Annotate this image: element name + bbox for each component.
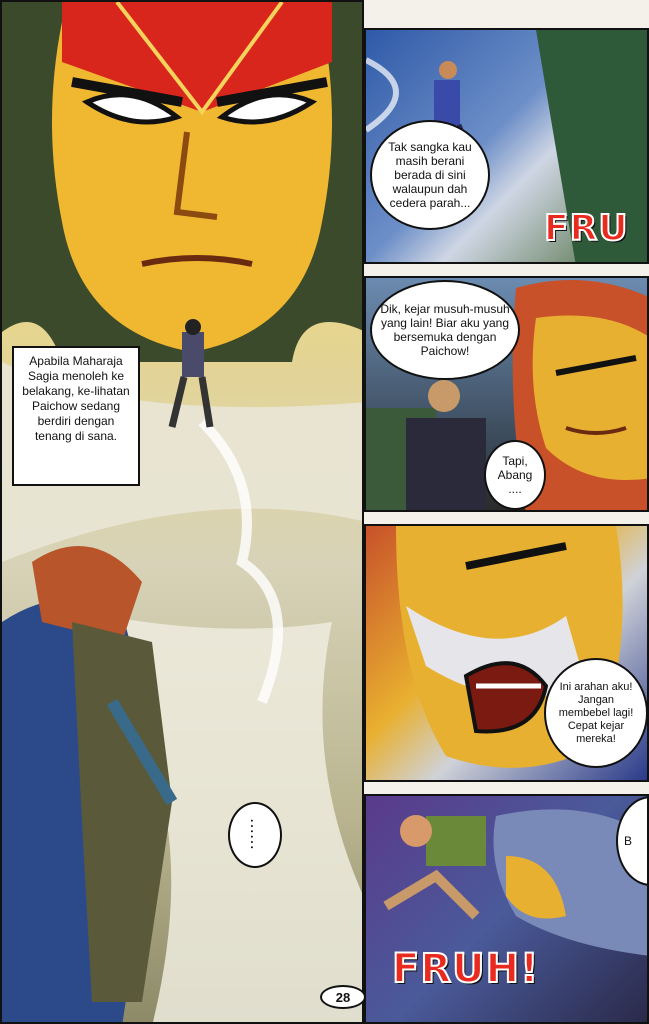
panel-3-speech-bubble: Ini arahan aku! Jangan membebel lagi! Cepat kejar mereka! (544, 658, 648, 768)
panel-2-small-bubble: Tapi, Abang .... (484, 440, 546, 510)
panel-4-sfx: FRUH! (392, 946, 540, 992)
caped-figure (2, 546, 172, 1024)
panel-3 (364, 524, 649, 782)
panel-1-speech-bubble: Tak sangka kau masih berani berada di sini walaupun dah cedera parah... (370, 120, 490, 230)
panel-4 (364, 794, 649, 1024)
panel-4-speech-bubble: B (616, 796, 649, 886)
running-figure (386, 815, 486, 916)
panel-1 (364, 28, 649, 264)
panel-2 (364, 276, 649, 512)
left-panel-art (2, 2, 364, 1024)
ellipsis-bubble: ...... (228, 802, 282, 868)
page-number: 28 (320, 985, 366, 1009)
panel-1-sfx: FRU (544, 208, 629, 249)
panel-2-speech-bubble: Dik, kejar musuh-musuh yang lain! Biar aku yang bersemuka dengan Paichow! (370, 280, 520, 380)
narration-caption: Apabila Maharaja Sagia menoleh ke belakang, ke-lihatan Paichow sedang berdiri dengan tenang di sana. (12, 346, 140, 486)
